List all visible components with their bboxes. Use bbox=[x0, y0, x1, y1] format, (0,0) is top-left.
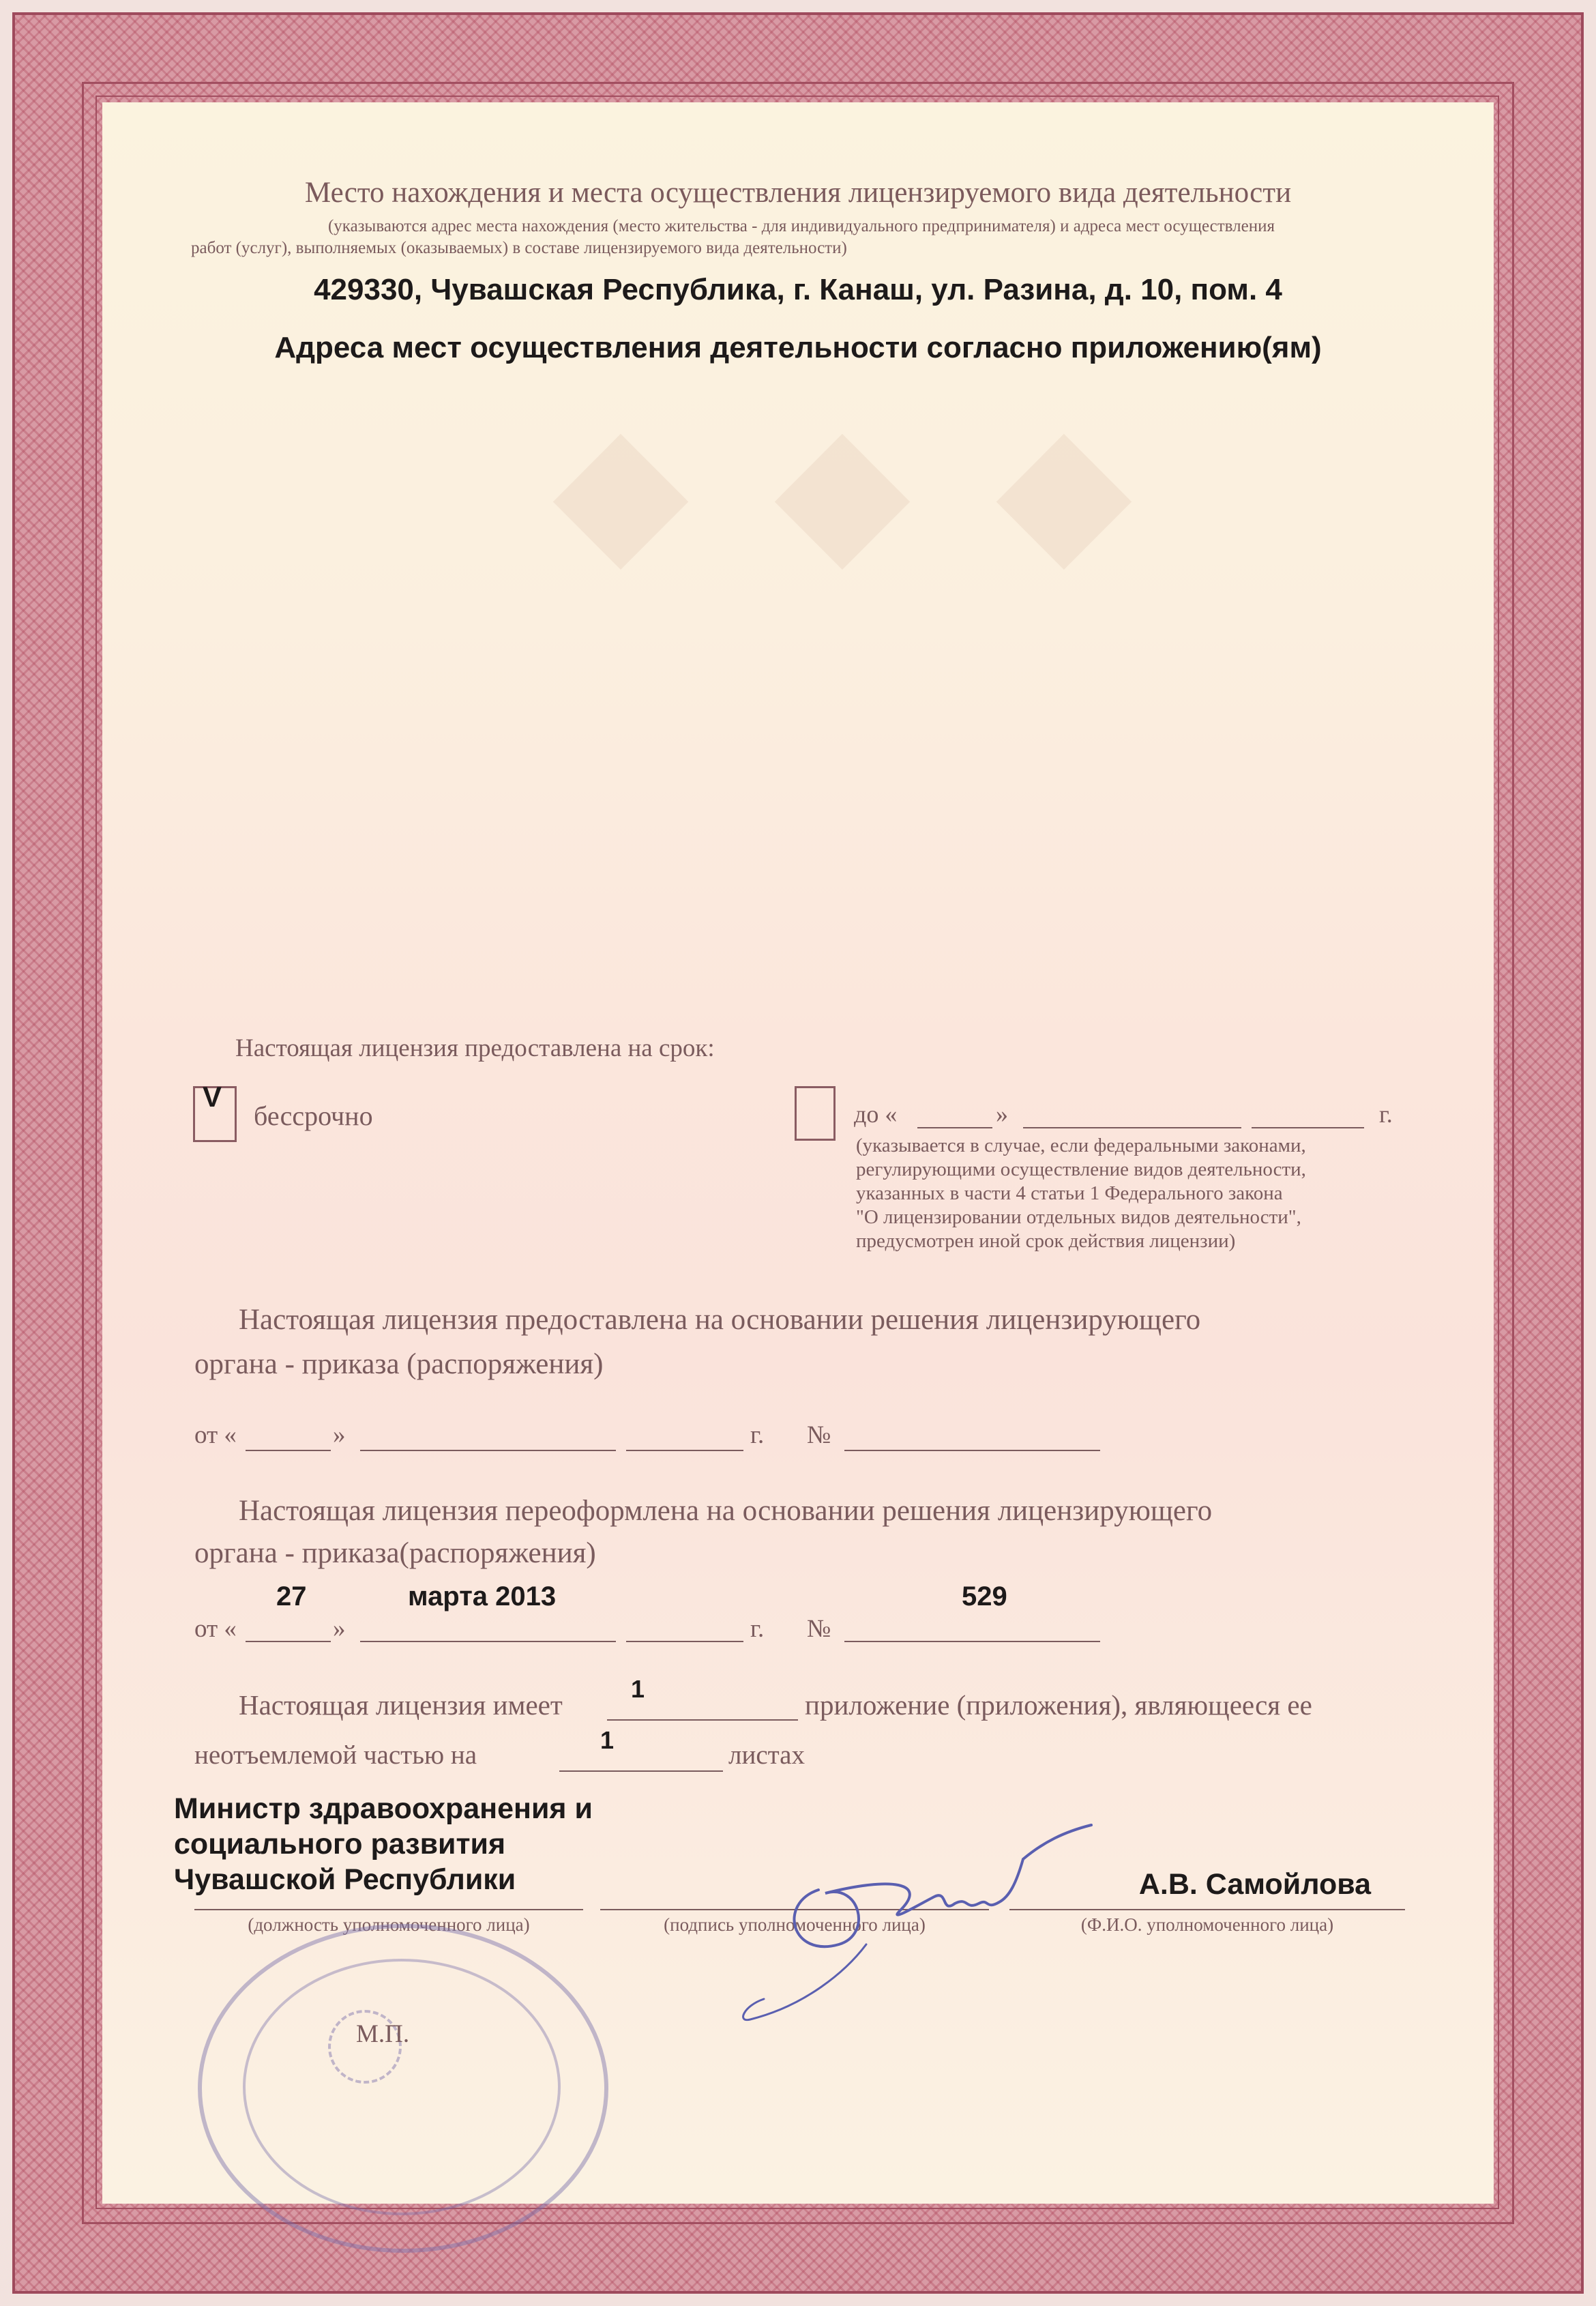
unlimited-check-mark: V bbox=[203, 1081, 222, 1113]
appendix-line1-suffix: приложение (приложения), являющееся ее bbox=[805, 1689, 1312, 1721]
caption-name: (Ф.И.О. уполномоченного лица) bbox=[1080, 1914, 1334, 1935]
caption-signature: (подпись уполномоченного лица) bbox=[664, 1914, 926, 1935]
signatory-position-line: Министр здравоохранения и bbox=[174, 1792, 593, 1825]
stamp-inner-ring bbox=[243, 1959, 561, 2215]
unlimited-option-label: бессрочно bbox=[254, 1100, 373, 1131]
signatory-position bbox=[174, 1791, 593, 1897]
until-mid: » bbox=[996, 1100, 1008, 1128]
until-prefix: до « bbox=[854, 1100, 898, 1128]
basis-year-suffix: г. bbox=[750, 1421, 765, 1449]
reissue-from-mid: » bbox=[333, 1615, 346, 1643]
signatory-name: А.В. Самойлова bbox=[1138, 1868, 1371, 1901]
basis-number-line bbox=[844, 1450, 1100, 1451]
term-note-line: регулирующими осуществление видов деятельности, bbox=[856, 1158, 1306, 1180]
reissue-year-suffix: г. bbox=[750, 1615, 765, 1643]
license-address: 429330, Чувашская Республика, г. Канаш, ул. Разина, д. 10, пом. 4 bbox=[314, 273, 1282, 306]
official-stamp bbox=[198, 1924, 608, 2253]
reissue-number-line bbox=[844, 1641, 1100, 1642]
basis-month-line bbox=[360, 1450, 616, 1451]
position-line bbox=[194, 1909, 583, 1910]
watermark-background: ◆ ◆ ◆ bbox=[552, 390, 1153, 587]
caption-position: (должность уполномоченного лица) bbox=[248, 1914, 530, 1935]
appendix-line1-prefix: Настоящая лицензия имеет bbox=[239, 1689, 563, 1721]
basis-line2: органа - приказа (распоряжения) bbox=[194, 1348, 604, 1380]
basis-number-label: № bbox=[807, 1421, 831, 1449]
signatory-position-line: Чувашской Республики bbox=[174, 1863, 516, 1896]
term-note bbox=[856, 1134, 1402, 1253]
reissue-number-value: 529 bbox=[962, 1581, 1007, 1611]
section-subtitle-line1: (указываются адрес места нахождения (место жительства - для индивидуального предпринимателя) и адреса мест осуществления bbox=[327, 217, 1275, 235]
term-note-line: указанных в части 4 статьи 1 Федерального закона bbox=[856, 1182, 1283, 1204]
stamp-place-label: М.П. bbox=[356, 2020, 410, 2048]
appendix-line2-prefix: неотъемлемой частью на bbox=[194, 1740, 477, 1770]
until-year-line bbox=[1252, 1127, 1364, 1128]
appendix-count-line bbox=[607, 1719, 798, 1721]
basis-from-mid: » bbox=[333, 1421, 346, 1449]
until-year-suffix: г. bbox=[1379, 1100, 1393, 1128]
term-label: Настоящая лицензия предоставлена на срок: bbox=[235, 1034, 715, 1062]
until-date-checkbox bbox=[795, 1086, 836, 1141]
reissue-day-line bbox=[246, 1641, 331, 1642]
reissue-number-label: № bbox=[807, 1615, 831, 1643]
reissue-year-line bbox=[626, 1641, 743, 1642]
reissue-line1: Настоящая лицензия переоформлена на основании решения лицензирующего bbox=[239, 1495, 1213, 1527]
reissue-from-prefix: от « bbox=[194, 1615, 237, 1643]
appendix-count-value: 1 bbox=[631, 1675, 645, 1703]
until-month-line bbox=[1023, 1127, 1241, 1128]
appendix-sheets-line bbox=[559, 1770, 723, 1772]
appendix-line2-suffix: листах bbox=[728, 1740, 805, 1770]
basis-from-prefix: от « bbox=[194, 1421, 237, 1449]
term-note-line: "О лицензировании отдельных видов деятельности", bbox=[856, 1206, 1301, 1228]
appendix-sheets-value: 1 bbox=[600, 1726, 615, 1754]
addresses-note: Адреса мест осуществления деятельности согласно приложению(ям) bbox=[274, 331, 1322, 364]
basis-line1: Настоящая лицензия предоставлена на основании решения лицензирующего bbox=[239, 1304, 1201, 1336]
reissue-day-value: 27 bbox=[276, 1581, 307, 1611]
basis-day-line bbox=[246, 1450, 331, 1451]
term-note-line: (указывается в случае, если федеральными законами, bbox=[856, 1135, 1306, 1156]
handwritten-signature bbox=[723, 1801, 1105, 2033]
reissue-month-line bbox=[360, 1641, 616, 1642]
term-note-line: предусмотрен иной срок действия лицензии) bbox=[856, 1230, 1236, 1252]
signatory-position-line: социального развития bbox=[174, 1828, 506, 1860]
section-title: Место нахождения и места осуществления лицензируемого вида деятельности bbox=[304, 177, 1292, 209]
reissue-line2: органа - приказа(распоряжения) bbox=[194, 1537, 596, 1569]
reissue-month-year-value: марта 2013 bbox=[408, 1581, 557, 1611]
basis-year-line bbox=[626, 1450, 743, 1451]
section-subtitle-line2: работ (услуг), выполняемых (оказываемых) в составе лицензируемого вида деятельности) bbox=[191, 239, 847, 257]
until-day-line bbox=[917, 1127, 992, 1128]
